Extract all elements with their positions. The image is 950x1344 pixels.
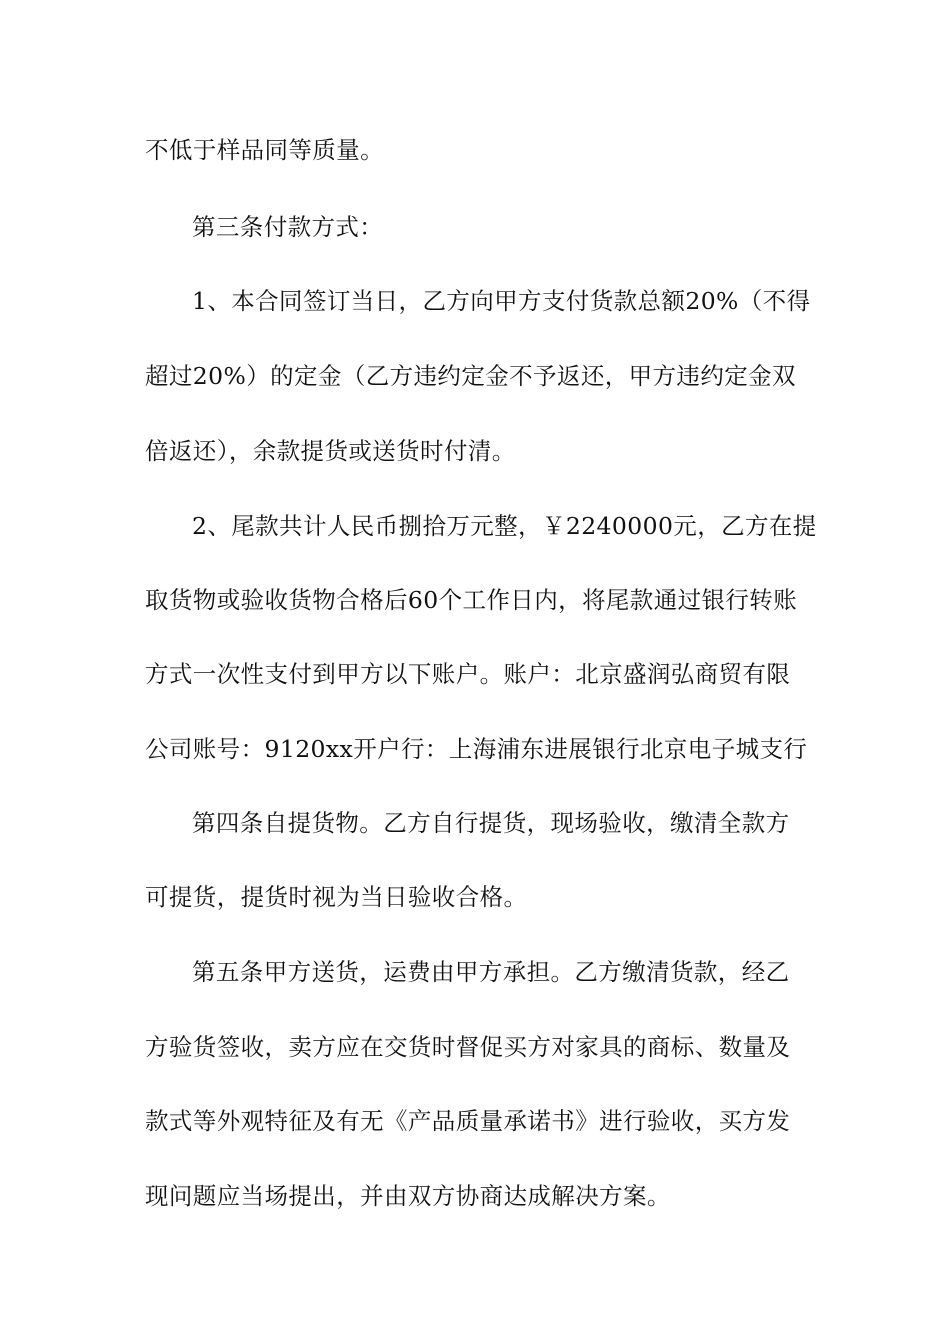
- clause-3-item-2-line-2: 取货物或验收货物合格后60个工作日内，将尾款通过银行转账: [145, 586, 798, 614]
- clause-5-line-2: 方验货签收，卖方应在交货时督促买方对家具的商标、数量及: [145, 1033, 791, 1061]
- clause-3-item-1-line-3: 倍返还），余款提货或送货时付清。: [145, 437, 516, 465]
- clause-5-line-3: 款式等外观特征及有无《产品质量承诺书》进行验收，买方发: [145, 1107, 791, 1135]
- clause-3-item-2-line-4: 公司账号：9120xx开户行：上海浦东进展银行北京电子城支行: [145, 735, 808, 763]
- clause-3-item-1-line-2: 超过20%）的定金（乙方违约定金不予返还，甲方违约定金双: [145, 362, 796, 390]
- clause-3-heading: 第三条付款方式：: [192, 213, 384, 241]
- clause-4-line-1: 第四条自提货物。乙方自行提货，现场验收，缴清全款方: [192, 809, 790, 837]
- clause-4-line-2: 可提货，提货时视为当日验收合格。: [145, 883, 528, 911]
- clause-5-line-4: 现问题应当场提出，并由双方协商达成解决方案。: [145, 1182, 671, 1210]
- clause-3-item-1-line-1: 1、本合同签订当日，乙方向甲方支付货款总额20%（不得: [192, 287, 811, 315]
- text-line-quality: 不低于样品同等质量。: [145, 136, 384, 164]
- clause-5-line-1: 第五条甲方送货，运费由甲方承担。乙方缴清货款，经乙: [192, 958, 790, 986]
- clause-3-item-2-line-3: 方式一次性支付到甲方以下账户。账户：北京盛润弘商贸有限: [145, 660, 791, 688]
- clause-3-item-2-line-1: 2、尾款共计人民币捌拾万元整，￥2240000元，乙方在提: [192, 512, 817, 540]
